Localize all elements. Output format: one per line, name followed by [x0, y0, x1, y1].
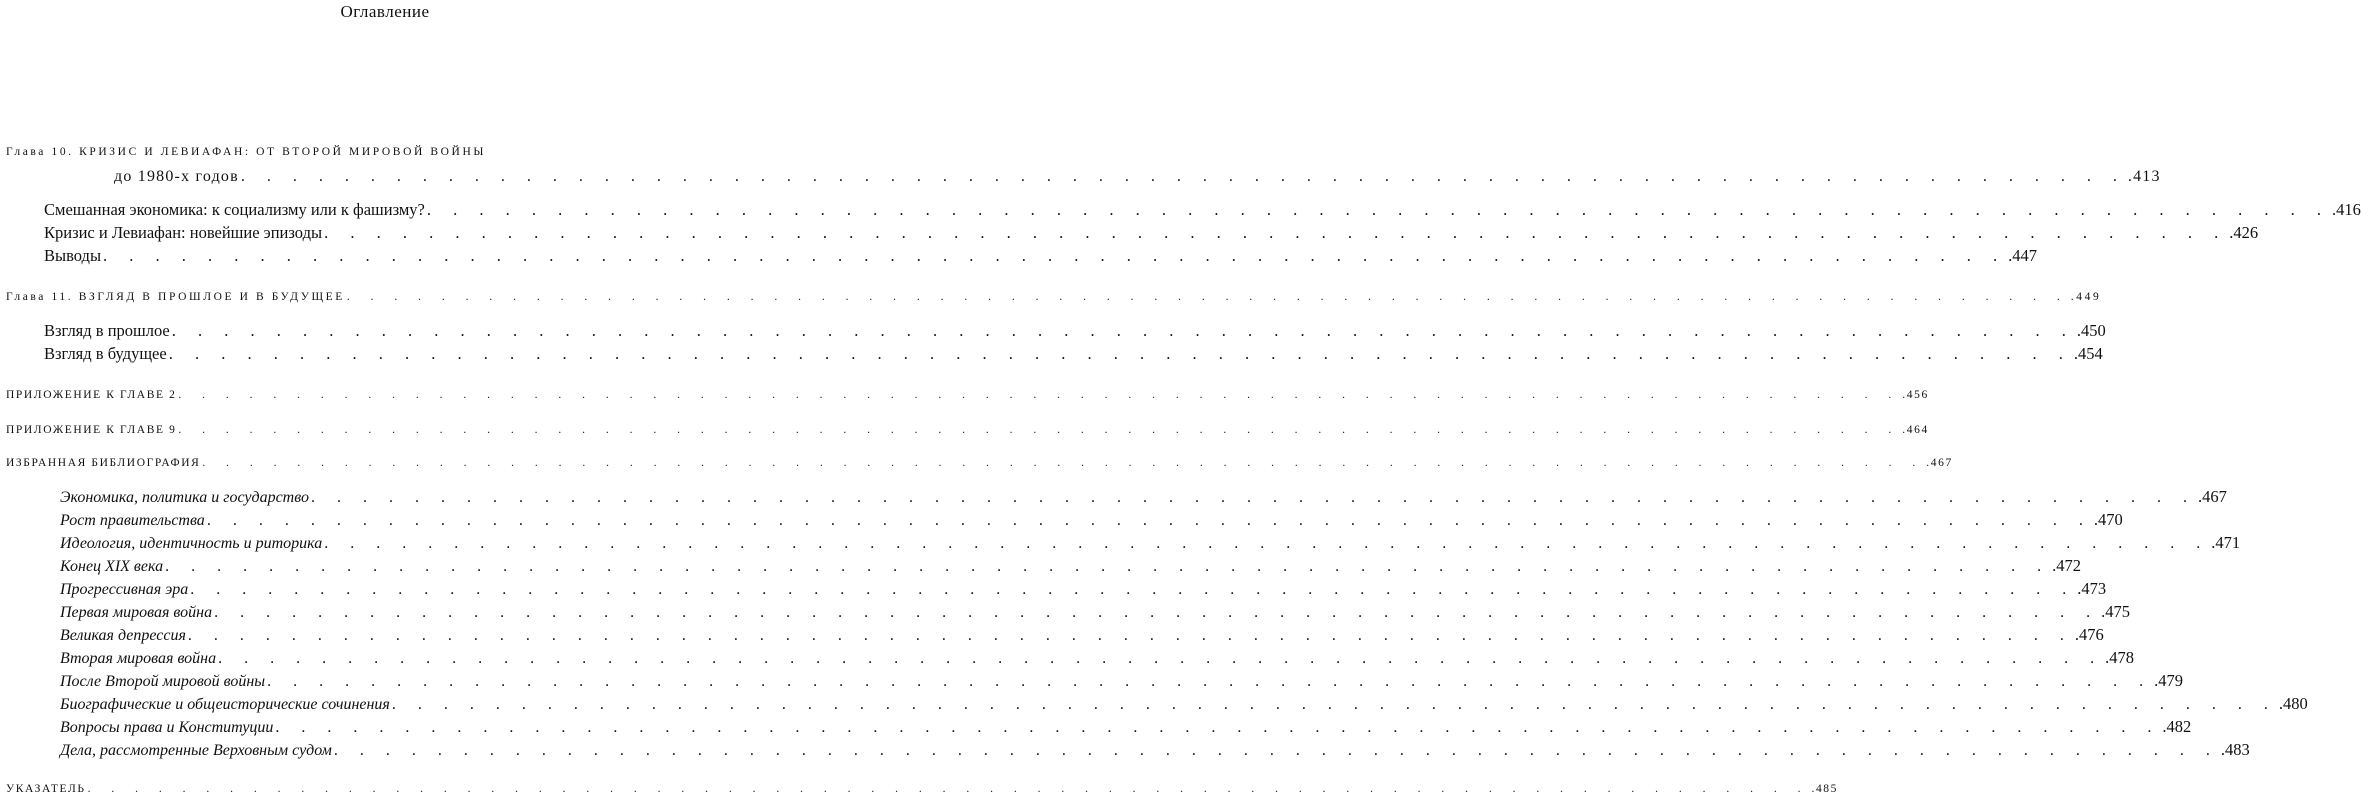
- bibliography-item-title: Конец XIX века: [60, 558, 164, 575]
- toc-bibliography-item[interactable]: [60, 556, 2081, 576]
- page-number: .464: [1902, 424, 1929, 436]
- section-title: Взгляд в будущее: [44, 344, 167, 363]
- dot-leader: . . . . . . . . . . . . . . . . . . . . . . . . . . . . . . . . . . . . . . . . . . . . . . . . . . . . . . . . . . . . . . . . . . . . . . . . .: [202, 457, 1925, 469]
- bibliography-item-title: Вторая мировая война: [60, 650, 217, 667]
- toc-section[interactable]: [44, 344, 2103, 364]
- page-number: .467: [2197, 487, 2227, 506]
- dot-leader: . . . . . . . . . . . . . . . . . . . . . . . . . . . . . . . . . . . . . . . . . . . . . . . . . . . . . . . . . . . . . . . . . . . . . . . . .: [87, 783, 1810, 795]
- section-title: Кризис и Левиафан: новейшие эпизоды: [44, 223, 323, 242]
- page-number: .480: [2278, 694, 2308, 713]
- dot-leader: . . . . . . . . . . . . . . . . . . . . . . . . . . . . . . . . . . . . . . . . . . . . . . . . . . . . . . . . . . . . . . . . . . . . . . . . .: [190, 581, 2076, 598]
- dot-leader: . . . . . . . . . . . . . . . . . . . . . . . . . . . . . . . . . . . . . . . . . . . . . . . . . . . . . . . . . . . . . . . . . . . . . . . . .: [275, 719, 2161, 736]
- page-number: .454: [2073, 344, 2103, 363]
- page-number: .447: [2008, 246, 2038, 265]
- bibliography-item-title: Дела, рассмотренные Верховным судом: [60, 742, 332, 759]
- bibliography-item-title: Великая депрессия: [60, 627, 186, 644]
- page-number: .475: [2101, 602, 2130, 621]
- toc-section[interactable]: [44, 223, 2259, 243]
- page-number: .485: [1811, 783, 1838, 795]
- chapter-heading-text: Глава 10. КРИЗИС И ЛЕВИАФАН: ОТ ВТОРОЙ МИРОВОЙ ВОЙНЫ: [6, 146, 486, 158]
- dot-leader: . . . . . . . . . . . . . . . . . . . . . . . . . . . . . . . . . . . . . . . . . . . . . . . . . . . . . . . . . . . . . . . . . . . . . . . . .: [218, 650, 2104, 667]
- dot-leader: . . . . . . . . . . . . . . . . . . . . . . . . . . . . . . . . . . . . . . . . . . . . . . . . . . . . . . . . . . . . . . . . . . . . . . . . .: [240, 168, 2126, 185]
- dot-leader: . . . . . . . . . . . . . . . . . . . . . . . . . . . . . . . . . . . . . . . . . . . . . . . . . . . . . . . . . . . . . . . . . . . . . . . . .: [391, 696, 2277, 713]
- toc-bibliography-item[interactable]: [60, 694, 2308, 714]
- page-number: .473: [2077, 579, 2107, 598]
- toc-bibliography-item[interactable]: [60, 648, 2134, 668]
- toc-bibliography-item[interactable]: [60, 533, 2241, 553]
- bibliography-item-title: Биографические и общеисторические сочинения: [60, 696, 390, 713]
- dot-leader: . . . . . . . . . . . . . . . . . . . . . . . . . . . . . . . . . . . . . . . . . . . . . . . . . . . . . . . . . . . . . . . . . . . . . . . . .: [426, 200, 2330, 219]
- toc-bibliography-item[interactable]: [60, 487, 2227, 507]
- dot-leader: . . . . . . . . . . . . . . . . . . . . . . . . . . . . . . . . . . . . . . . . . . . . . . . . . . . . . . . . . . . . . . . . . . . . . . . . .: [214, 604, 2100, 621]
- bibliography-item-title: Идеология, идентичность и риторика: [60, 535, 323, 552]
- toc-section[interactable]: [44, 200, 2361, 220]
- page-title: Оглавление: [340, 2, 430, 21]
- toc-appendix[interactable]: [6, 389, 1929, 401]
- toc-bibliography-heading[interactable]: [6, 457, 1953, 469]
- dot-leader: . . . . . . . . . . . . . . . . . . . . . . . . . . . . . . . . . . . . . . . . . . . . . . . . . . . . . . . . . . . . . . . . . . . . . . . . .: [310, 489, 2196, 506]
- bibliography-item-title: Прогрессивная эра: [60, 581, 189, 598]
- toc-section[interactable]: [44, 246, 2038, 266]
- toc-bibliography-item[interactable]: [60, 579, 2107, 599]
- bibliography-item-title: Экономика, политика и государство: [60, 489, 309, 506]
- dot-leader: . . . . . . . . . . . . . . . . . . . . . . . . . . . . . . . . . . . . . . . . . . . . . . . . . . . . . . . . . . . . . . . . . . . . . . . . .: [165, 558, 2051, 575]
- toc-chapter-10-heading[interactable]: [6, 146, 600, 158]
- page-number: .450: [2076, 321, 2106, 340]
- toc-section[interactable]: [44, 321, 2106, 341]
- page-number: .471: [2211, 533, 2241, 552]
- page-number: .482: [2162, 717, 2192, 736]
- toc-bibliography-item[interactable]: [60, 717, 2192, 737]
- page-number: .476: [2074, 625, 2104, 644]
- page-number: .426: [2229, 223, 2259, 242]
- dot-leader: . . . . . . . . . . . . . . . . . . . . . . . . . . . . . . . . . . . . . . . . . . . . . . . . . . . . . . . . . . . . . . . . . . . . . . . . .: [267, 673, 2153, 690]
- bibliography-title: ИЗБРАННАЯ БИБЛИОГРАФИЯ: [6, 457, 201, 469]
- dot-leader: . . . . . . . . . . . . . . . . . . . . . . . . . . . . . . . . . . . . . . . . . . . . . . . . . . . . . . . . . . . . . . . . . . . . . . . . .: [187, 627, 2073, 644]
- appendix-title: ПРИЛОЖЕНИЕ К ГЛАВЕ 2: [6, 389, 177, 401]
- toc-appendix[interactable]: [6, 424, 1929, 436]
- page-number: .416: [2332, 200, 2361, 219]
- bibliography-item-title: Первая мировая война: [60, 604, 213, 621]
- toc-chapter-11-heading[interactable]: [6, 291, 2102, 303]
- bibliography-item-title: Рост правительства: [60, 512, 205, 529]
- toc-bibliography-item[interactable]: [60, 740, 2250, 760]
- dot-leader: . . . . . . . . . . . . . . . . . . . . . . . . . . . . . . . . . . . . . . . . . . . . . . . . . . . . . . . . . . . . . . . . . . . . . . . . .: [178, 424, 1901, 436]
- dot-leader: . . . . . . . . . . . . . . . . . . . . . . . . . . . . . . . . . . . . . . . . . . . . . . . . . . . . . . . . . . . . . . . . . . . . . . . . .: [346, 291, 2069, 303]
- dot-leader: . . . . . . . . . . . . . . . . . . . . . . . . . . . . . . . . . . . . . . . . . . . . . . . . . . . . . . . . . . . . . . . . . . . . . . . . .: [324, 535, 2210, 552]
- toc-bibliography-item[interactable]: [60, 602, 2130, 622]
- chapter-heading-text: Глава 11. ВЗГЛЯД В ПРОШЛОЕ И В БУДУЩЕЕ: [6, 291, 345, 303]
- dot-leader: . . . . . . . . . . . . . . . . . . . . . . . . . . . . . . . . . . . . . . . . . . . . . . . . . . . . . . . . . . . . . . . . . . . . . . . . .: [324, 223, 2228, 242]
- toc-bibliography-item[interactable]: [60, 510, 2123, 530]
- page-number: .470: [2093, 510, 2123, 529]
- page-number: .467: [1926, 457, 1953, 469]
- dot-leader: . . . . . . . . . . . . . . . . . . . . . . . . . . . . . . . . . . . . . . . . . . . . . . . . . . . . . . . . . . . . . . . . . . . . . . . . .: [178, 389, 1901, 401]
- page-number: .456: [1902, 389, 1929, 401]
- appendix-title: ПРИЛОЖЕНИЕ К ГЛАВЕ 9: [6, 424, 177, 436]
- bibliography-item-title: После Второй мировой войны: [60, 673, 266, 690]
- page-number: .472: [2052, 556, 2081, 575]
- toc-chapter-10-heading-cont[interactable]: [114, 168, 2161, 186]
- toc-index[interactable]: [6, 783, 1838, 795]
- page-number: .413: [2127, 168, 2161, 185]
- dot-leader: . . . . . . . . . . . . . . . . . . . . . . . . . . . . . . . . . . . . . . . . . . . . . . . . . . . . . . . . . . . . . . . . . . . . . . . . .: [171, 321, 2075, 340]
- dot-leader: . . . . . . . . . . . . . . . . . . . . . . . . . . . . . . . . . . . . . . . . . . . . . . . . . . . . . . . . . . . . . . . . . . . . . . . . .: [103, 246, 2007, 265]
- dot-leader: . . . . . . . . . . . . . . . . . . . . . . . . . . . . . . . . . . . . . . . . . . . . . . . . . . . . . . . . . . . . . . . . . . . . . . . . .: [333, 742, 2219, 759]
- chapter-heading-cont-text: до 1980-х годов: [114, 168, 239, 185]
- dot-leader: . . . . . . . . . . . . . . . . . . . . . . . . . . . . . . . . . . . . . . . . . . . . . . . . . . . . . . . . . . . . . . . . . . . . . . . . .: [168, 344, 2072, 363]
- section-title: Взгляд в прошлое: [44, 321, 170, 340]
- index-title: УКАЗАТЕЛЬ: [6, 783, 86, 795]
- page-number: .479: [2154, 671, 2183, 690]
- dot-leader: . . . . . . . . . . . . . . . . . . . . . . . . . . . . . . . . . . . . . . . . . . . . . . . . . . . . . . . . . . . . . . . . . . . . . . . . .: [206, 512, 2092, 529]
- page-number: .478: [2105, 648, 2134, 667]
- toc-bibliography-item[interactable]: [60, 671, 2183, 691]
- toc-bibliography-item[interactable]: [60, 625, 2104, 645]
- bibliography-item-title: Вопросы права и Конституции: [60, 719, 274, 736]
- page-number: .483: [2220, 740, 2250, 759]
- page-number: .449: [2070, 291, 2102, 303]
- section-title: Смешанная экономика: к социализму или к фашизму?: [44, 200, 425, 219]
- section-title: Выводы: [44, 246, 102, 265]
